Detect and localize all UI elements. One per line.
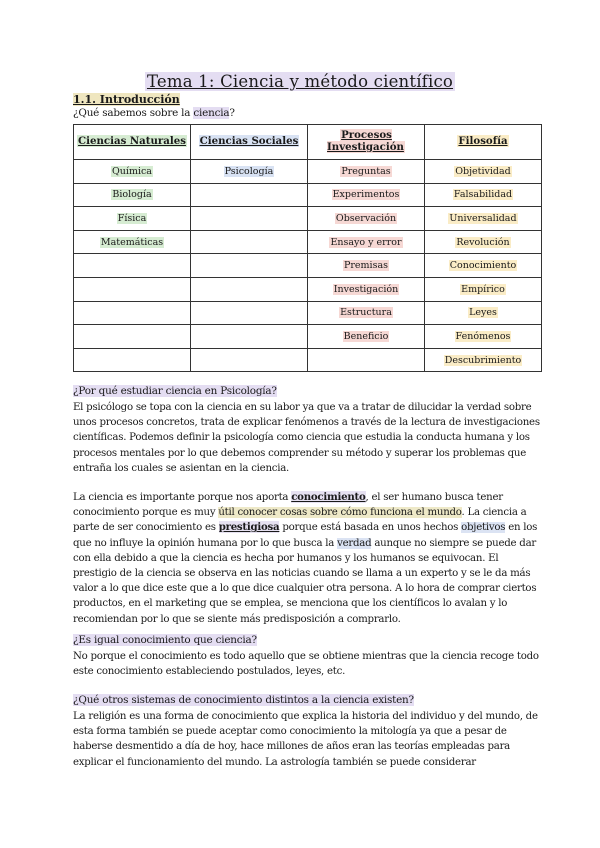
- page-title: Tema 1: Ciencia y método científico: [146, 72, 454, 91]
- question-por-que: ¿Por qué estudiar ciencia en Psicología?: [73, 385, 277, 397]
- table-cell: Investigación: [308, 277, 425, 301]
- table-row: [74, 230, 542, 254]
- question-conocimiento: ¿Es igual conocimiento que ciencia?: [73, 634, 257, 646]
- table-cell: Observación: [308, 207, 425, 231]
- table-cell: [191, 325, 308, 349]
- table-cell: Estructura: [308, 301, 425, 325]
- table-cell: Preguntas: [308, 160, 425, 184]
- table-row: [74, 183, 542, 207]
- section-heading: 1.1. Introducción: [73, 93, 180, 106]
- paragraph-2: La ciencia es importante porque nos aporta conocimiento, el ser humano busca tener conocimiento porque es muy útil conocer cosas sobre cómo funciona el mundo. La ciencia a parte de ser conocimiento es prestigiosa porque está basada en unos hechos objetivos en los que no influye la opinión humana por lo que busca la verdad aunque no siempre se puede dar con ella debido a que la ciencia es hecha por humanos y los humanos se equivocan. El prestigio de la ciencia se observa en las noticias cuando se llama a un experto y se le da más valor a lo que dice este que a lo que dice cualquier otra persona. A lo hora de comprar ciertos productos, en el marketing que se emplea, se menciona que los científicos lo avalan y lo recomiendan por lo que se siente más predisposición a comprarlo.: [73, 491, 538, 625]
- table-cell: Psicología: [191, 160, 308, 184]
- table-cell: Biología: [74, 183, 191, 207]
- table-cell: Beneficio: [308, 325, 425, 349]
- table-row: [74, 160, 542, 184]
- header-filosofia: Filosofía: [425, 125, 542, 160]
- table-row: [74, 301, 542, 325]
- table-cell: Falsabilidad: [425, 183, 542, 207]
- table-cell: [191, 207, 308, 231]
- table-cell: Química: [74, 160, 191, 184]
- table-row: [74, 207, 542, 231]
- table-cell: [191, 348, 308, 372]
- table-cell: Revolución: [425, 230, 542, 254]
- table-cell: Matemáticas: [74, 230, 191, 254]
- table-row: [74, 325, 542, 349]
- table-cell: [74, 301, 191, 325]
- table-cell: [191, 183, 308, 207]
- table-cell: [191, 301, 308, 325]
- table-cell: [74, 348, 191, 372]
- paragraph-3: No porque el conocimiento es todo aquello que se obtiene mientras que la ciencia recoge todo este conocimiento estableciendo postulados, leyes, etc.: [73, 651, 539, 678]
- table-row: [74, 348, 542, 372]
- table-cell: [74, 254, 191, 278]
- table-cell: [308, 348, 425, 372]
- table-cell: Universalidad: [425, 207, 542, 231]
- table-row: [74, 277, 542, 301]
- table-cell: Ensayo y error: [308, 230, 425, 254]
- table-cell: [74, 325, 191, 349]
- table-cell: Leyes: [425, 301, 542, 325]
- header-procesos-investigacion: Procesos Investigación: [308, 125, 425, 160]
- intro-question: ¿Qué sabemos sobre la ciencia?: [73, 107, 235, 119]
- table-cell: Empírico: [425, 277, 542, 301]
- table-cell: Física: [74, 207, 191, 231]
- table-cell: Objetividad: [425, 160, 542, 184]
- table-cell: Conocimiento: [425, 254, 542, 278]
- topics-table: [73, 124, 542, 372]
- table-cell: [191, 230, 308, 254]
- table-cell: Descubrimiento: [425, 348, 542, 372]
- table-header-row: [74, 125, 542, 160]
- paragraph-4: La religión es una forma de conocimiento que explica la historia del individuo y del mundo, de esta forma también se puede aceptar como conocimiento la mitología ya que a pesar de haberse desmentido a día de hoy, hace millones de años eran las teorías empleadas para explicar el funcionamiento del mundo. La astrología también se puede considerar: [73, 711, 538, 768]
- paragraph-1: El psicólogo se topa con la ciencia en su labor ya que va a tratar de dilucidar la verdad sobre unos procesos concretos, trata de explicar fenómenos a través de la lectura de investigaciones científicas. Podemos definir la psicología como ciencia que estudia la conducta humana y los procesos mentales por lo que debemos comprender su método y superar los problemas que entraña los cuales se asientan en la ciencia.: [73, 402, 540, 474]
- table-cell: Premisas: [308, 254, 425, 278]
- table-cell: [191, 254, 308, 278]
- table-cell: [191, 277, 308, 301]
- header-ciencias-sociales: Ciencias Sociales: [191, 125, 308, 160]
- table-cell: [74, 277, 191, 301]
- header-ciencias-naturales: Ciencias Naturales: [74, 125, 191, 160]
- table-row: [74, 254, 542, 278]
- question-otros-sistemas: ¿Qué otros sistemas de conocimiento distintos a la ciencia existen?: [73, 694, 414, 706]
- table-cell: Experimentos: [308, 183, 425, 207]
- table-cell: Fenómenos: [425, 325, 542, 349]
